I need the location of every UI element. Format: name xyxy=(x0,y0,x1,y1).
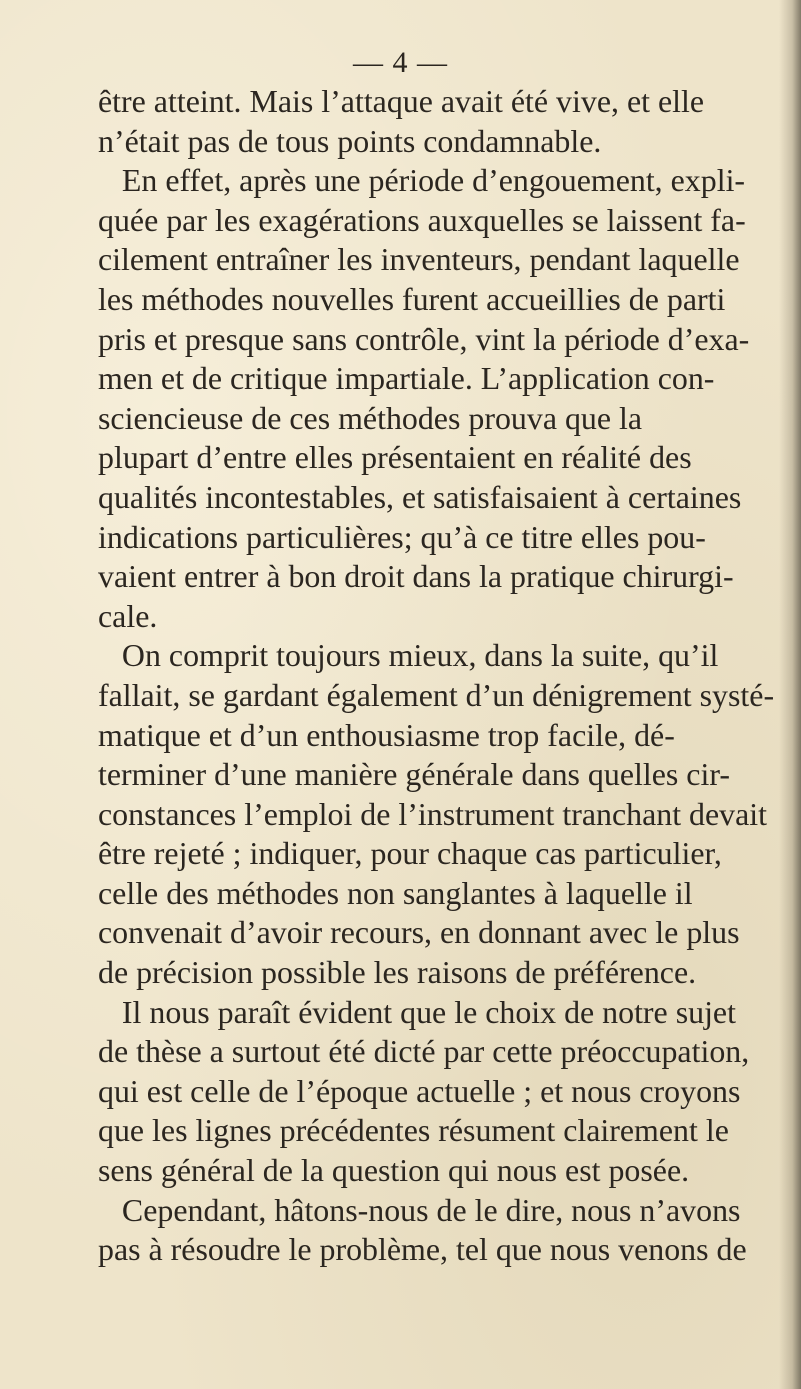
text-line: constances l’emploi de l’instrument tranchant devait xyxy=(98,795,768,832)
text-line: de thèse a surtout été dicté par cette préoccupation, xyxy=(98,1033,750,1070)
text-line: sens général de la question qui nous est posée. xyxy=(98,1152,690,1189)
text-line: terminer d’une manière générale dans quelles cir- xyxy=(98,756,730,793)
text-line: Il nous paraît évident que le choix de notre sujet xyxy=(121,993,736,1030)
text-line: men et de critique impartiale. L’application con- xyxy=(98,360,715,397)
text-line: indications particulières; qu’à ce titre elles pou- xyxy=(98,518,706,555)
text-line: cale. xyxy=(98,597,158,634)
text-line: fallait, se gardant également d’un dénigrement systé- xyxy=(98,676,775,713)
text-line: cilement entraîner les inventeurs, pendant laquelle xyxy=(98,241,740,278)
text-line: plupart d’entre elles présentaient en réalité des xyxy=(98,439,692,476)
text-line: On comprit toujours mieux, dans la suite, qu’il xyxy=(121,637,719,674)
text-line: vaient entrer à bon droit dans la pratique chirurgi- xyxy=(98,558,734,595)
body-text xyxy=(98,82,800,1270)
text-line: les méthodes nouvelles furent accueillies de parti xyxy=(98,280,726,317)
text-line: être rejeté ; indiquer, pour chaque cas particulier, xyxy=(98,835,722,872)
text-line: qualités incontestables, et satisfaisaient à certaines xyxy=(98,478,742,515)
text-line: pas à résoudre le problème, tel que nous venons de xyxy=(98,1231,747,1268)
page-edge-shadow xyxy=(779,0,801,1389)
text-line: matique et d’un enthousiasme trop facile, dé- xyxy=(98,716,675,753)
text-line: sciencieuse de ces méthodes prouva que la xyxy=(98,399,643,436)
text-line: que les lignes précédentes résument clairement le xyxy=(98,1112,729,1149)
text-line: pris et presque sans contrôle, vint la période d’exa- xyxy=(98,320,750,357)
text-line: qui est celle de l’époque actuelle ; et nous croyons xyxy=(98,1072,741,1109)
text-line: de précision possible les raisons de préférence. xyxy=(98,954,697,991)
text-line: quée par les exagérations auxquelles se laissent fa- xyxy=(98,201,746,238)
text-line: Cependant, hâtons-nous de le dire, nous n’avons xyxy=(121,1191,741,1228)
page-number: — 4 — xyxy=(353,46,448,79)
text-line: n’était pas de tous points condamnable. xyxy=(98,122,602,159)
text-line: celle des méthodes non sanglantes à laquelle il xyxy=(98,874,693,911)
text-line: En effet, après une période d’engouement, expli- xyxy=(121,162,746,199)
text-line: être atteint. Mais l’attaque avait été vive, et elle xyxy=(98,83,705,119)
text-line: convenait d’avoir recours, en donnant avec le plus xyxy=(98,914,740,951)
